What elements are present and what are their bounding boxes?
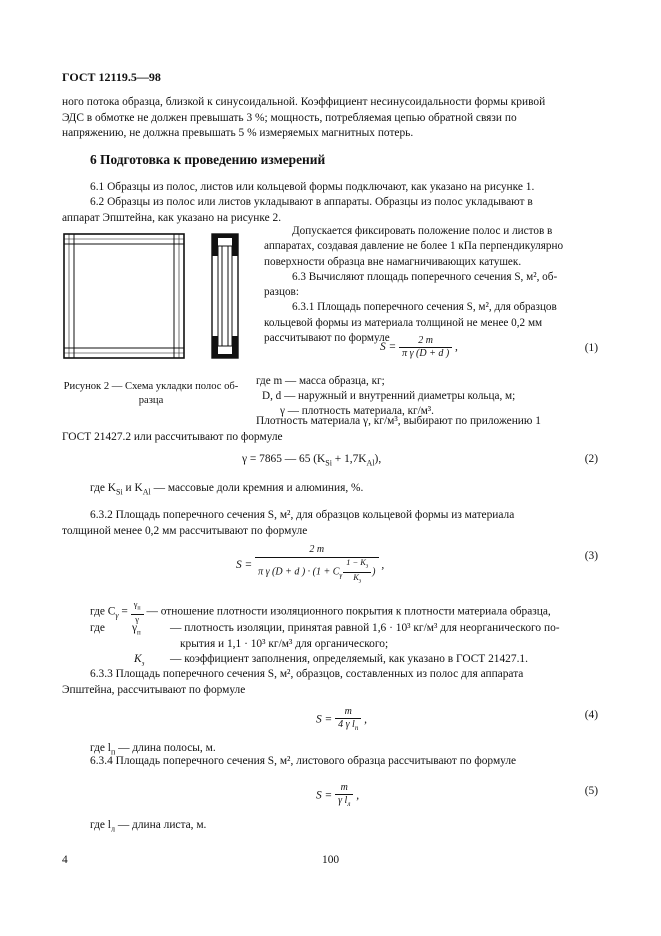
where-sub: з	[141, 659, 145, 668]
eq-inner-numerator	[343, 558, 371, 573]
where-line: крытия и 1,1 · 10³ кг/м³ для органического;	[180, 637, 389, 650]
eq-text: )	[372, 566, 376, 578]
eq-lhs: S =	[316, 713, 333, 726]
eq-numerator: 2 m	[399, 335, 452, 348]
side-line: аппаратах, создавая давление не более 1 кПа перпендикулярно	[264, 240, 564, 253]
paragraph-line: толщиной менее 0,2 мм рассчитывают по формуле	[62, 524, 308, 537]
intro-line: ЭДС в обмотке не должен превышать 3 %; мощность, потребляемая цепью обратной связи по	[62, 111, 517, 124]
where-block-5	[90, 818, 206, 837]
side-view-hatch-bottom-left	[212, 336, 218, 358]
eq-inner-denominator	[343, 573, 371, 587]
intro-line: напряжению, не должна превышать 5 % измеряемых магнитных потерь.	[62, 127, 414, 139]
eq-lhs: S =	[316, 789, 333, 802]
equation-2	[242, 453, 381, 467]
where-sub: γ	[115, 611, 119, 621]
side-line: разцов:	[264, 286, 299, 299]
equation-number: (1)	[584, 342, 598, 354]
where-text: где l	[90, 819, 111, 831]
side-line: 6.3.1 Площадь поперечного сечения S, м², для образцов	[292, 301, 557, 314]
eq-sub: γ	[339, 571, 343, 580]
side-line: Допускается фиксировать положение полос и листов в	[292, 225, 553, 237]
frac-den: γ	[135, 614, 139, 624]
eq-numerator: m	[335, 782, 353, 795]
where-text: =	[118, 605, 131, 618]
paragraph-line: аппарат Эпштейна, как указано на рисунке 2.	[62, 211, 282, 224]
eq-text: γ = 7865 — 65 (K	[242, 453, 326, 465]
eq-sub: Al	[366, 458, 375, 468]
eq-sub: з	[365, 563, 369, 570]
side-line: рассчитывают по формуле	[264, 332, 390, 345]
equation-3	[236, 543, 384, 587]
eq-text: K	[353, 572, 359, 582]
where-text: — длина листа, м.	[114, 819, 207, 831]
paragraph-6-3-3	[62, 667, 598, 698]
paragraph-line: 6.3.3 Площадь поперечного сечения S, м², образцов, составленных из полос для аппарата	[90, 668, 524, 680]
eq-lhs: S =	[236, 559, 253, 572]
equation-4	[316, 706, 367, 734]
where-3-g-symbol	[132, 621, 141, 641]
where-sub: п	[137, 605, 141, 612]
where-text: — массовые доли кремния и алюминия, %.	[150, 482, 364, 494]
eq-text: 4 γ l	[338, 719, 355, 730]
page-number-center: 100	[322, 854, 340, 866]
caption-line: разца	[138, 395, 164, 406]
where-line: γ — плотность материала, кг/м³.	[280, 404, 434, 417]
intro-paragraph	[62, 95, 598, 142]
paragraph-6-1: 6.1 Образцы из полос, листов или кольцевой формы подключают, как указано на рисунке 1.	[90, 181, 535, 193]
side-line: кольцевой формы из материала толщиной не менее 0,2 мм	[264, 316, 543, 329]
equation-1	[380, 335, 458, 360]
where-sub: Si	[116, 487, 123, 497]
side-line: 6.3 Вычисляют площадь поперечного сечения S, м², об-	[292, 270, 558, 283]
equation-number: (3)	[584, 550, 598, 562]
square-inner	[74, 244, 174, 348]
where-block-1	[256, 374, 515, 418]
eq-tail: ,	[356, 789, 360, 802]
equation-number: (2)	[584, 453, 598, 465]
equation-number: (5)	[584, 785, 598, 797]
where-3-k-text: — коэффициент заполнения, определяемый, как указано в ГОСТ 21427.1.	[170, 653, 528, 665]
eq-text: ),	[374, 453, 382, 465]
side-view-hatch-top	[232, 234, 238, 256]
where-3-g-label: где	[90, 622, 105, 634]
eq-denominator	[335, 795, 353, 810]
eq-text: + 1,7K	[331, 453, 367, 465]
section-title: 6 Подготовка к проведению измерений	[90, 152, 326, 167]
eq-text: γ l	[338, 795, 348, 806]
eq-numerator: 2 m	[255, 543, 378, 558]
side-line: поверхности образца вне намагничивающих катушек.	[264, 255, 522, 268]
paragraph-line: 6.3.2 Площадь поперечного сечения S, м², для образцов кольцевой формы из материала	[90, 509, 515, 521]
paragraph-line: 6.2 Образцы из полос или листов укладывают в аппараты. Образцы из полос укладывают в	[90, 196, 533, 208]
where-line: — плотность изоляции, принятая равной 1,6 · 10³ кг/м³ для неорганического по-	[170, 622, 560, 634]
intro-line: ного потока образца, близкой к синусоидальной. Коэффициент несинусоидальности формы кривой	[62, 96, 546, 108]
where-text: и K	[122, 482, 143, 494]
where-text: — отношение плотности изоляционного покрытия к плотности материала образца,	[143, 605, 551, 618]
document-header: ГОСТ 12119.5—98	[62, 70, 161, 84]
where-text: где C	[90, 605, 116, 618]
square-outer	[64, 234, 184, 358]
paragraph-6-2	[62, 195, 598, 226]
eq-sub: л	[347, 800, 351, 808]
eq-text: 1 − K	[346, 558, 366, 567]
frac-num	[131, 600, 144, 615]
eq-lhs: S =	[380, 341, 397, 354]
side-view-hatch-bottom	[232, 336, 238, 358]
where-line: D, d — наружный и внутренний диаметры кольца, м;	[262, 389, 516, 402]
where-sub: Al	[142, 487, 151, 497]
eq-numerator: m	[335, 706, 361, 719]
paragraph-line: ГОСТ 21427.2 или рассчитывают по формуле	[62, 430, 283, 443]
where-text: K	[134, 653, 142, 665]
where-line: где m — масса образца, кг;	[256, 375, 385, 387]
where-sub: п	[137, 628, 141, 637]
where-text: — длина полосы, м.	[115, 742, 216, 754]
eq-denominator	[255, 558, 378, 587]
eq-sub: з	[358, 578, 362, 585]
eq-sub: п	[354, 724, 359, 732]
where-block-2	[90, 481, 363, 500]
equation-5	[316, 782, 359, 810]
side-view-hatch-top-left	[212, 234, 218, 256]
equation-number: (4)	[584, 709, 598, 721]
where-3-g-text	[170, 621, 598, 652]
figure-2-diagram	[62, 232, 252, 366]
side-view-inner	[218, 246, 232, 346]
eq-tail: ,	[455, 341, 458, 354]
paragraph-6-3-4: 6.3.4 Площадь поперечного сечения S, м², листового образца рассчитывают по формуле	[90, 755, 517, 767]
paragraph-line: Эпштейна, рассчитывают по формуле	[62, 683, 246, 696]
density-paragraph	[62, 414, 598, 445]
eq-tail: ,	[381, 559, 385, 572]
where-sub: п	[110, 747, 116, 757]
eq-sub: Si	[325, 458, 332, 468]
figure-caption	[62, 380, 240, 408]
page-number-left: 4	[62, 854, 68, 866]
eq-tail: ,	[364, 713, 368, 726]
paragraph-line: Плотность материала γ, кг/м³, выбирают по приложению 1	[256, 415, 541, 427]
eq-denominator: π γ (D + d )	[402, 348, 450, 359]
where-text: где K	[90, 482, 117, 494]
eq-denominator	[335, 719, 361, 734]
side-paragraph	[264, 224, 598, 346]
paragraph-6-3-2	[62, 508, 598, 539]
where-text: γ	[133, 600, 138, 609]
eq-text: π γ (D + d ) · (1 + C	[258, 566, 340, 578]
where-sub: л	[110, 824, 115, 834]
where-text: γ	[132, 622, 138, 634]
where-text: где l	[90, 742, 111, 754]
caption-line: Рисунок 2 — Схема укладки полос об-	[63, 381, 239, 392]
